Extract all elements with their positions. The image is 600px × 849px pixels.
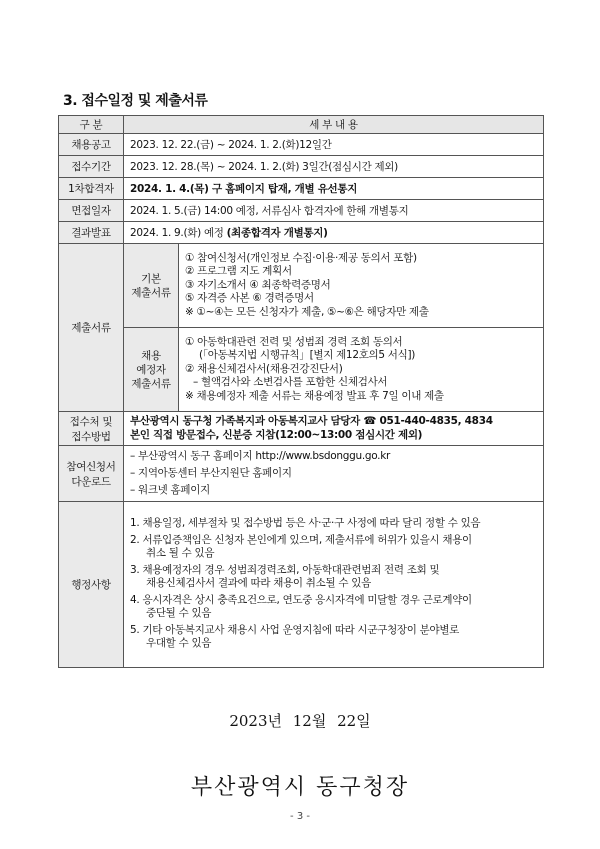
download-label-line2: 다운로드 [71, 475, 111, 488]
list-item: (「아동복지법 시행규칙」[별지 제12호의5 서식]) [199, 349, 416, 362]
note-text-continued: 중단될 수 있음 [146, 607, 212, 620]
row-label-interview: 면접일자 [59, 200, 124, 222]
list-item: – 워크넷 홈페이지 [130, 484, 210, 496]
document-date: 2023년 12월 22일 [229, 712, 371, 730]
list-item: ① 참여신청서(개인정보 수집·이용·제공 동의서 포함) [185, 251, 417, 264]
note-text-continued: 우대할 수 있음 [146, 637, 212, 650]
docs-basic-row [59, 244, 544, 328]
list-item [130, 564, 537, 591]
row-value-interview: 2024. 1. 5.(금) 14:00 예정, 서류심사 합격자에 한해 개별통지 [124, 200, 544, 222]
table-row [59, 178, 544, 200]
table-row [59, 200, 544, 222]
note-text-continued: 채용신체검사서 결과에 따라 채용이 취소될 수 있음 [146, 577, 371, 590]
docs-hire-list [179, 328, 544, 412]
row-label-application-period: 접수기간 [59, 156, 124, 178]
header-category: 구 분 [59, 116, 124, 134]
result-note: (최종합격자 개별통지) [226, 227, 328, 239]
list-item: ① 아동학대관련 전력 및 성범죄 경력 조회 동의서 [185, 335, 403, 348]
list-item [130, 534, 537, 561]
download-label-line1: 참여신청서 [66, 460, 116, 473]
note-text: 4. 응시자격은 상시 충족요건으로, 연도중 응시자격에 미달할 경우 근로계약이 [130, 593, 472, 606]
row-value-application-period: 2023. 12. 28.(목) ~ 2024. 1. 2.(화) 3일간(점심시간 제외) [124, 156, 544, 178]
docs-basic-label-line1: 기본 [141, 272, 161, 285]
row-label-notes: 행정사항 [59, 502, 124, 668]
note-text: 5. 기타 아동복지교사 채용시 사업 운영지침에 따라 시군구청장이 분야별로 [130, 623, 460, 636]
row-label-reception [59, 412, 124, 446]
docs-hire-label-line2: 예정자 [136, 363, 166, 376]
note-text: 2. 서류입증책임은 신청자 본인에게 있으며, 제출서류에 허위가 있을시 채용이 [130, 533, 472, 546]
docs-hire-label-line1: 채용 [141, 349, 161, 362]
note-text-continued: 취소 될 수 있음 [146, 547, 215, 560]
table-row [59, 222, 544, 244]
row-value-result [124, 222, 544, 244]
download-row [59, 446, 544, 502]
notes-list [124, 502, 544, 668]
list-item: ※ 채용예정자 제출 서류는 채용예정 발표 후 7일 이내 제출 [185, 389, 444, 402]
note-text: 1. 채용일정, 세부절차 및 접수방법 등은 사·군·구 사정에 따라 달리 정할 수 있음 [130, 517, 481, 530]
reception-details [124, 412, 544, 446]
list-item: ⑤ 자격증 사본 ⑥ 경력증명서 [185, 292, 314, 305]
row-label-documents: 제출서류 [59, 244, 124, 412]
result-date: 2024. 1. 9.(화) 예정 [130, 227, 227, 239]
table-row [59, 156, 544, 178]
list-item: ② 프로그램 지도 계획서 [185, 265, 292, 278]
list-item: ③ 자기소개서 ④ 최종학력증명서 [185, 278, 331, 291]
row-label-result: 결과발표 [59, 222, 124, 244]
list-item [130, 594, 537, 621]
list-item [130, 624, 537, 651]
docs-hire-label-line3: 제출서류 [131, 377, 171, 390]
issuer-name: 부산광역시 동구청장 [190, 775, 410, 800]
docs-basic-label-line2: 제출서류 [131, 286, 171, 299]
list-item: – 혈액검사와 소변검사를 포함한 신체검사서 [193, 376, 388, 389]
reception-method: 본인 직접 방문접수, 신분증 지참(12:00~13:00 점심시간 제외) [130, 428, 423, 441]
row-label-first-pass: 1차합격자 [59, 178, 124, 200]
row-value-announcement: 2023. 12. 22.(금) ~ 2024. 1. 2.(화)12일간 [124, 134, 544, 156]
list-item: – 지역아동센터 부산지원단 홈페이지 [130, 467, 292, 479]
docs-hire-label [124, 328, 179, 412]
list-item: – 부산광역시 동구 홈페이지 http://www.bsdonggu.go.kr [130, 450, 391, 462]
docs-basic-label [124, 244, 179, 328]
section-title: 3. 접수일정 및 제출서류 [63, 93, 208, 109]
download-list [124, 446, 544, 502]
docs-hire-row [59, 328, 544, 412]
list-item [130, 517, 537, 531]
list-item: ② 채용신체검사서(채용건강진단서) [185, 362, 343, 375]
row-label-download [59, 446, 124, 502]
note-text: 3. 채용예정자의 경우 성범죄경력조회, 아동학대관련범죄 전력 조회 및 [130, 563, 440, 576]
table-row [59, 134, 544, 156]
list-item: ※ ①~④는 모든 신청자가 제출, ⑤~⑥은 해당자만 제출 [185, 305, 429, 318]
header-details: 세 부 내 용 [124, 116, 544, 134]
table-header-row [59, 116, 544, 134]
reception-contact: 부산광역시 동구청 가족복지과 아동복지교사 담당자 ☎ 051-440-4835, 4834 [130, 415, 493, 427]
reception-label-line2: 접수방법 [71, 430, 111, 443]
reception-row [59, 412, 544, 446]
row-value-first-pass: 2024. 1. 4.(목) 구 홈페이지 탑재, 개별 유선통지 [124, 178, 544, 200]
docs-basic-list [179, 244, 544, 328]
row-label-announcement: 채용공고 [59, 134, 124, 156]
notes-row [59, 502, 544, 668]
reception-label-line1: 접수처 및 [69, 415, 113, 428]
page-number: - 3 - [290, 811, 310, 822]
schedule-table [58, 115, 544, 668]
